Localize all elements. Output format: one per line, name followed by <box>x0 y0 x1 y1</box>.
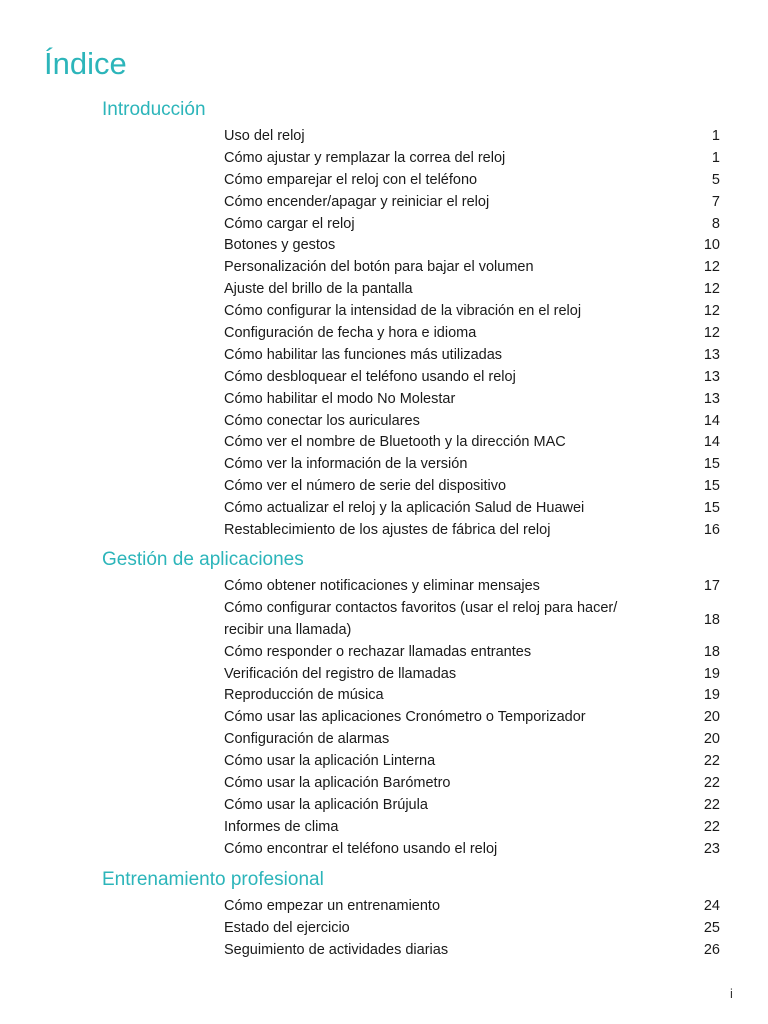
toc-entry[interactable] <box>0 642 768 664</box>
toc-entry[interactable] <box>0 839 768 861</box>
toc-entry[interactable] <box>0 918 768 940</box>
toc-entry-text-line1[interactable]: Cómo configurar contactos favoritos (usar el reloj para hacer/ <box>224 599 618 616</box>
toc-entry-text[interactable]: Cómo usar las aplicaciones Cronómetro o Temporizador <box>224 709 586 726</box>
toc-entry-text[interactable]: Estado del ejercicio <box>224 919 350 936</box>
toc-entry[interactable] <box>0 751 768 773</box>
toc-page-number: 13 <box>703 346 720 363</box>
toc-page-number: 14 <box>703 434 720 451</box>
toc-entry-text[interactable]: Ajuste del brillo de la pantalla <box>224 281 413 298</box>
toc-entry[interactable] <box>0 235 768 257</box>
toc-page-number: 12 <box>703 303 720 320</box>
toc-entry-text[interactable]: Cómo usar la aplicación Linterna <box>224 753 436 770</box>
toc-entry[interactable] <box>0 476 768 498</box>
toc-entry[interactable] <box>0 411 768 433</box>
toc-page-number: 24 <box>703 898 720 914</box>
toc-page-number: 14 <box>703 412 720 429</box>
toc-page-number: 12 <box>703 281 720 298</box>
toc-page-number: 20 <box>703 731 720 748</box>
toc-entry-text[interactable]: Cómo ver el número de serie del dispositivo <box>224 478 507 495</box>
toc-entry[interactable] <box>0 685 768 707</box>
toc-entry-text[interactable]: Cómo ver la información de la versión <box>224 456 468 473</box>
toc-entry-text[interactable]: Personalización del botón para bajar el volumen <box>224 259 534 276</box>
toc-entry-text[interactable]: Cómo ajustar y remplazar la correa del reloj <box>224 149 506 166</box>
toc-page-number: 15 <box>703 500 720 517</box>
toc-entry[interactable] <box>0 389 768 411</box>
toc-entry-text[interactable] <box>224 598 674 642</box>
toc-entry[interactable] <box>0 279 768 301</box>
toc-entry-text[interactable]: Cómo desbloquear el teléfono usando el reloj <box>224 368 516 385</box>
toc-page-number: 19 <box>703 687 720 704</box>
toc-page-number: 13 <box>703 390 720 407</box>
toc-section <box>0 864 768 962</box>
toc-entry-text[interactable]: Cómo encontrar el teléfono usando el reloj <box>224 840 498 857</box>
toc-entry[interactable] <box>0 301 768 323</box>
toc-entry[interactable] <box>0 257 768 279</box>
toc-page-number: 13 <box>703 368 720 385</box>
toc-entry[interactable] <box>0 817 768 839</box>
toc-section <box>0 94 768 542</box>
toc-entry[interactable] <box>0 432 768 454</box>
toc-entry[interactable] <box>0 192 768 214</box>
toc-section <box>0 544 768 861</box>
toc-page-number: 8 <box>711 215 720 232</box>
toc-page-number: 23 <box>703 840 720 857</box>
toc-entry[interactable] <box>0 214 768 236</box>
toc-entry-text[interactable]: Cómo cargar el reloj <box>224 215 355 232</box>
toc-entry-text[interactable]: Cómo emparejar el reloj con el teléfono <box>224 171 478 188</box>
toc-entry[interactable] <box>0 345 768 367</box>
toc-page-number: 18 <box>703 643 720 660</box>
toc-entry-text[interactable]: Cómo usar la aplicación Brújula <box>224 796 428 813</box>
toc-page-number: 20 <box>703 709 720 726</box>
toc-entry-text[interactable]: Uso del reloj <box>224 128 305 144</box>
toc-page-number: 1 <box>711 149 720 166</box>
toc-page-number: 18 <box>703 611 720 628</box>
toc-page-number: 1 <box>711 128 720 144</box>
toc-entry-text[interactable]: Cómo obtener notificaciones y eliminar mensajes <box>224 578 540 594</box>
toc-entry-text[interactable]: Cómo responder o rechazar llamadas entrantes <box>224 643 532 660</box>
toc-entry-text[interactable]: Informes de clima <box>224 818 339 835</box>
toc-page-number: 22 <box>703 753 720 770</box>
section-title[interactable]: Entrenamiento profesional <box>102 869 324 890</box>
toc-page-number: 15 <box>703 456 720 473</box>
toc-page-number: 22 <box>703 775 720 792</box>
toc-entry[interactable] <box>0 367 768 389</box>
toc-entry[interactable] <box>0 520 768 542</box>
toc-entry-text[interactable]: Botones y gestos <box>224 237 336 254</box>
toc-entry-text[interactable]: Cómo ver el nombre de Bluetooth y la dirección MAC <box>224 434 566 451</box>
toc-entry-list <box>0 576 768 861</box>
toc-entry[interactable] <box>0 707 768 729</box>
toc-entry-text[interactable]: Cómo actualizar el reloj y la aplicación Salud de Huawei <box>224 500 585 517</box>
toc-entry-text[interactable]: Cómo conectar los auriculares <box>224 412 420 429</box>
toc-page-number: 7 <box>711 193 720 210</box>
toc-entry-list <box>0 896 768 962</box>
page-title: Índice <box>44 46 127 81</box>
toc-entry-text[interactable]: Verificación del registro de llamadas <box>224 665 457 682</box>
toc-entry[interactable] <box>0 729 768 751</box>
toc-page-number: 10 <box>703 237 720 254</box>
toc-entry[interactable] <box>0 896 768 918</box>
toc-page-number: 22 <box>703 818 720 835</box>
toc-entry-text[interactable]: Configuración de fecha y hora e idioma <box>224 325 477 342</box>
toc-entry-text[interactable]: Restablecimiento de los ajustes de fábrica del reloj <box>224 522 551 539</box>
toc-entry[interactable] <box>0 170 768 192</box>
toc-entry-text[interactable]: Cómo usar la aplicación Barómetro <box>224 775 451 792</box>
toc-page-number: 12 <box>703 259 720 276</box>
footer-page-number: i <box>730 986 733 1001</box>
toc-page-number: 25 <box>703 919 720 936</box>
toc-page-number: 26 <box>703 941 720 958</box>
toc-entry-list <box>0 126 768 542</box>
toc-entry[interactable] <box>0 795 768 817</box>
toc-entry-text[interactable]: Cómo habilitar el modo No Molestar <box>224 390 456 407</box>
section-title[interactable]: Gestión de aplicaciones <box>102 549 304 570</box>
toc-entry[interactable] <box>0 126 768 148</box>
toc-entry[interactable] <box>0 498 768 520</box>
toc-page-number: 15 <box>703 478 720 495</box>
toc-entry-text[interactable]: Seguimiento de actividades diarias <box>224 941 449 958</box>
toc-entry-text[interactable]: Reproducción de música <box>224 687 384 704</box>
toc-entry[interactable] <box>0 454 768 476</box>
toc-entry-text[interactable]: Cómo empezar un entrenamiento <box>224 898 441 914</box>
toc-page-number: 16 <box>703 522 720 539</box>
toc-entry[interactable] <box>0 773 768 795</box>
toc-entry[interactable] <box>0 148 768 170</box>
toc-entry[interactable] <box>0 576 768 598</box>
toc-entry[interactable] <box>0 598 768 642</box>
section-title[interactable]: Introducción <box>102 99 206 120</box>
toc-entry[interactable] <box>0 664 768 686</box>
toc-page-number: 12 <box>703 325 720 342</box>
toc-page-number: 22 <box>703 796 720 813</box>
toc-page-number: 5 <box>711 171 720 188</box>
toc-page-number: 19 <box>703 665 720 682</box>
toc-entry-text-line2[interactable]: recibir una llamada) <box>224 621 352 638</box>
toc-entry-text[interactable]: Configuración de alarmas <box>224 731 390 748</box>
toc-entry-text[interactable]: Cómo configurar la intensidad de la vibración en el reloj <box>224 303 582 320</box>
toc-page-number: 17 <box>703 578 720 594</box>
toc-entry-text[interactable]: Cómo habilitar las funciones más utilizadas <box>224 346 503 363</box>
toc-entry[interactable] <box>0 940 768 962</box>
toc-entry[interactable] <box>0 323 768 345</box>
toc-entry-text[interactable]: Cómo encender/apagar y reiniciar el reloj <box>224 193 490 210</box>
